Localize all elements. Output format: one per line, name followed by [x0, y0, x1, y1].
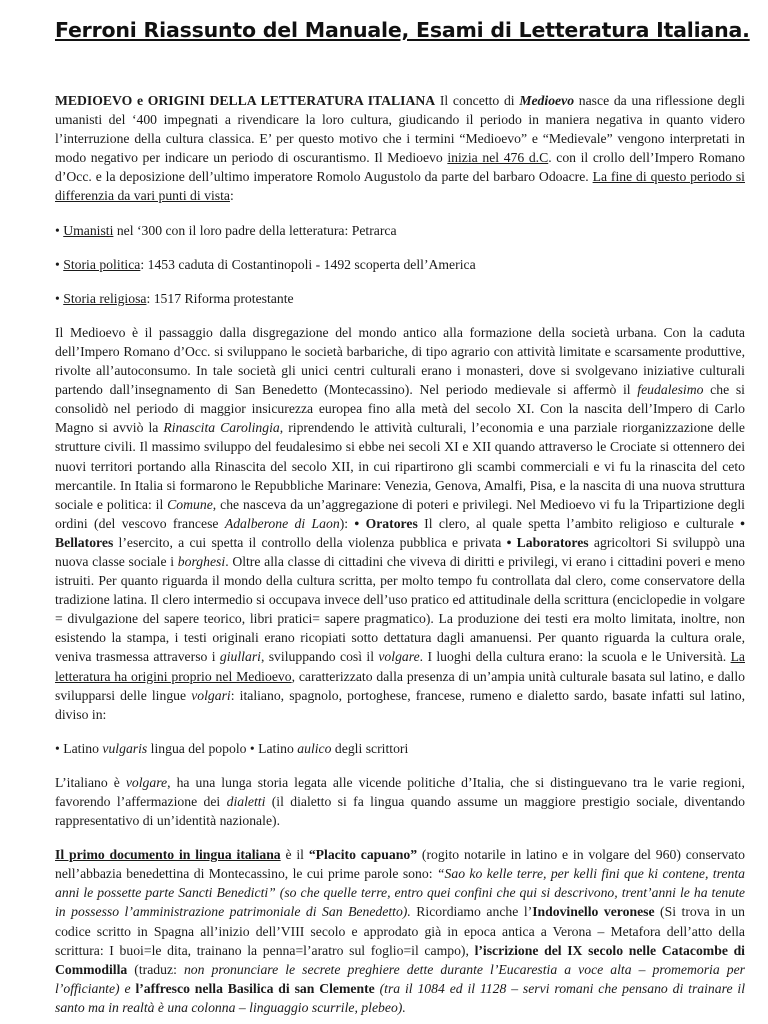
document-body — [55, 91, 745, 1017]
term-oratores: • Oratores — [354, 515, 418, 531]
text-run: Il Medioevo è il passaggio dalla disgregazione del mondo antico alla formazione della società urbana. Con la caduta dell’Impero Romano d’Occ. si sviluppano le società barbariche, di tipo agrario con attività limitate e scarsamente produttive, rivolte all’autoconsumo. In tale società gli unici centri culturali erano i monasteri, dove si svolgevano iniziative culturali partendo dall’insegnamento di San Benedetto (Montecassino). Nel periodo medievale si affermò il — [55, 324, 745, 398]
bullet-text: : 1453 caduta di Costantinopoli - 1492 scoperta dell’America — [140, 256, 476, 272]
text-run: che si consolidò nel periodo di maggior insicurezza europea fino alla metà del secolo XI. Con la nascita dell’Impero di Carlo Magno si avviò la — [55, 382, 745, 436]
bullet-dot: • — [55, 256, 64, 272]
intro-paragraph — [55, 91, 745, 206]
text-run: degli scrittori — [331, 740, 409, 756]
medioevo-paragraph — [55, 323, 745, 724]
italiano-paragraph — [55, 773, 745, 830]
italic-note: (tra il 1084 ed il 1128 – servi romani che pensano di trainare il santo ma in realtà è una colonna – linguaggio scurrile, plebeo). — [55, 980, 745, 1015]
bullet-item — [55, 289, 745, 308]
text-run: (traduz: — [127, 961, 184, 977]
underlined-phrase: La letteratura ha origini proprio nel Medioevo — [55, 649, 745, 684]
bullet-text: : 1517 Riforma protestante — [146, 290, 294, 306]
term-affresco-san-clemente: l’affresco nella Basilica di san Clemente — [135, 980, 375, 996]
bullet-dot: • — [55, 222, 64, 238]
document-title: Ferroni Riassunto del Manuale, Esami di Letteratura Italiana. — [55, 18, 750, 42]
text-run: è il — [280, 847, 309, 863]
underlined-phrase: La fine di questo periodo si differenzia da vari punti di vista — [55, 169, 745, 204]
text-run: L’italiano è — [55, 774, 126, 790]
text-run: (il dialetto si fa lingua quando assume un maggiore prestigio sociale, diventando rappresentativo di un’identità nazionale). — [55, 794, 745, 829]
text-run: (rogito notarile in latino e in volgare del 960) conservato nell’abbazia benedettina di Montecassino, le cui prime parole sono: — [55, 847, 746, 882]
bullet-item — [55, 221, 745, 240]
text-run: Il concetto di — [435, 93, 520, 108]
bullet-item — [55, 255, 745, 274]
italic-translation: non pronunciare le secrete preghiere dette durante l’Eucarestia a voce alta – promemoria per l’officiante) e — [55, 961, 745, 996]
documenti-paragraph — [55, 845, 745, 1017]
text-run: (Si trova in un codice scritto in Spagna all’inizio dell’VIII secolo e approdato già in epoca antica a Verona – Metafora dell’atto della scrittura: I buoi=le dita, trainano la penna=l’aratro sul foglio=il campo), — [55, 904, 745, 958]
text-run: Il clero, al quale spetta l’ambito religioso e culturale — [417, 515, 741, 531]
term-giullari: giullari — [219, 649, 261, 665]
term-rinascita-carolingia: Rinascita Carolingia — [163, 420, 280, 436]
term-aulico: aulico — [297, 740, 332, 756]
text-run: Ricordiamo anche l’ — [410, 904, 533, 920]
text-run: : — [229, 188, 234, 204]
term-feudalesimo: feudalesimo — [637, 382, 704, 398]
bullet-label: Umanisti — [63, 222, 114, 238]
text-run: : italiano, spagnolo, portoghese, francese, rumeno e dialetto sardo, basate infatti sul latino, diviso in: — [55, 687, 745, 722]
bullet-label: Storia politica — [63, 256, 141, 272]
latino-line — [55, 739, 745, 758]
text-run: • Latino — [55, 740, 103, 756]
bullet-text: nel ‘300 con il loro padre della letteratura: Petrarca — [113, 222, 397, 238]
section-heading: MEDIOEVO e ORIGINI DELLA LETTERATURA ITALIANA — [55, 93, 436, 108]
text-run: , caratterizzato dalla presenza di un’ampia unità culturale basata sul latino, e dallo svilupparsi delle lingue — [55, 668, 746, 703]
term-borghesi: borghesi — [177, 553, 226, 569]
text-run: , sviluppando così il — [260, 649, 379, 665]
text-run: , riprendendo le attività culturali, l’economia e una parziale riorganizzazione delle strutture civili. Il massimo sviluppo del feudalesimo si ebbe nei secoli XI e XII quando attraverso le Crociate si ottennero dei nuovi territori portando alla Rinascita del secolo XII, in cui ripartirono gli scambi commerciali e vi fu la rinascita del ceto mercantile. In Italia si formarono le Repubbliche Marinare: Venezia, Genova, Amalfi, Pisa, e la nascita di una nuova struttura sociale e politica: il — [55, 420, 745, 512]
term-vulgaris: vulgaris — [102, 740, 148, 756]
term-iscrizione-commodilla: l’iscrizione del IX secolo nelle Catacombe di Commodilla — [55, 942, 745, 977]
term-adalberone: Adalberone di Laon — [224, 515, 340, 531]
text-run: l’esercito, a cui spetta il controllo della violenza pubblica e privata — [113, 534, 507, 550]
text-run: . Oltre alla classe di cittadini che viveva di diritti e privilegi, vi erano i cittadini poveri e meno istruiti. Per quanto riguarda il mondo della cultura scritta, per molto tempo fu controllata dal clero, come conservatore della tradizione latina. Il clero intermedio si occupava invece dell’uso pratico ed attitudinale della scrittura (enciclopedie in volgare = divulgazione del sapere teorico, libri pratici= sapere pragmatico). La produzione dei testi era molto limitata, inoltre, non esistendo la stampa, i testi originali erano ricopiati sotto dettatura dagli amanuensi. Per quanto riguarda la cultura orale, veniva trasmessa attraverso i — [55, 553, 746, 665]
term-volgari: volgari — [191, 687, 231, 703]
term-comune: Comune — [167, 496, 213, 512]
term-bellatores: • Bellatores — [55, 515, 745, 550]
text-run: agricoltori Si sviluppò una nuova classe sociale i — [55, 534, 745, 569]
term-volgare: volgare — [125, 774, 168, 790]
bullet-label: Storia religiosa — [63, 290, 147, 306]
text-run: , ha una lunga storia legata alle vicende politiche d’Italia, che si distinguevano tra le varie regioni, favorendo l’affermazione dei — [55, 774, 745, 809]
term-volgare: volgare — [378, 649, 420, 665]
text-run: . I luoghi della cultura erano: la scuola e le Università. — [419, 649, 731, 665]
term-dialetti: dialetti — [226, 794, 266, 809]
italic-quote: “Sao ko kelle terre, per kelli fini que ki contene, trenta anni le possette parte Sancti Benedicti” (so che quelle terre, entro quei confini che qui si descrivono, trent’anni le ha tenute in possesso l’amministrazione patrimoniale di San Benedetto). — [55, 866, 745, 920]
text-run: nasce da una riflessione degli umanisti del ‘400 impegnati a rivendicare la loro cultura, giudicando il periodo in maniera negativa in quanto videro l’interruzione della cultura classica. E’ per questo motivo che i termini “Medioevo” e “Medievale” vengono interpretati in modo negativo per indicare un periodo di oscurantismo. Il Medioevo — [55, 93, 745, 166]
text-run: ): — [339, 515, 355, 531]
term-indovinello-veronese: Indovinello veronese — [532, 904, 655, 920]
term-laboratores: • Laboratores — [506, 534, 589, 550]
text-run: , che nasceva da un’aggregazione di poteri e privilegi. Nel Medioevo vi fu la Tripartizione degli ordini (del vescovo francese — [55, 496, 745, 531]
underlined-heading: Il primo documento in lingua italiana — [55, 847, 281, 863]
bullet-dot: • — [55, 290, 64, 306]
underlined-phrase: inizia nel 476 d.C — [447, 150, 549, 166]
term-placito-capuano: “Placito capuano” — [308, 847, 418, 863]
term-medioevo: Medioevo — [519, 93, 575, 108]
text-run: lingua del popolo • Latino — [147, 740, 298, 756]
text-run: . con il crollo dell’Impero Romano d’Occ. e la deposizione dell’ultimo imperatore Romolo Augustolo da parte del barbaro Odoacre. — [55, 150, 745, 185]
